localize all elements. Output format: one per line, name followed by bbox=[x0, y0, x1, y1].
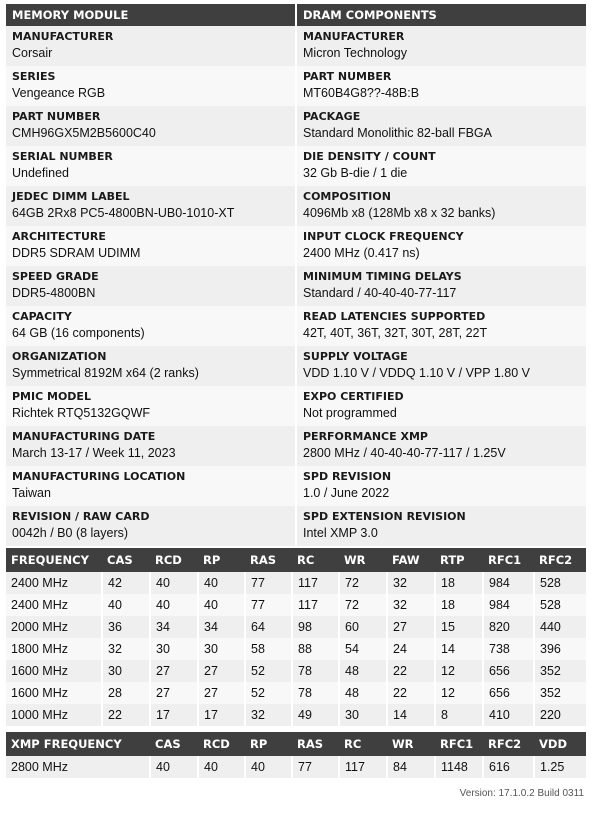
table-cell: 40 bbox=[150, 572, 198, 594]
info-row bbox=[6, 186, 586, 226]
table-cell: 984 bbox=[483, 594, 534, 616]
table-cell: 352 bbox=[534, 682, 586, 704]
field-label: SERIES bbox=[12, 70, 56, 83]
column-header: RTP bbox=[435, 548, 483, 572]
table-cell: 78 bbox=[292, 660, 339, 682]
field-value: CMH96GX5M2B5600C40 bbox=[12, 126, 156, 140]
info-row bbox=[6, 426, 586, 466]
dram-component-field bbox=[295, 346, 586, 386]
column-header: WR bbox=[339, 548, 387, 572]
table-cell: 410 bbox=[483, 704, 534, 726]
column-header: RFC2 bbox=[534, 548, 586, 572]
table-row bbox=[6, 594, 586, 616]
table-cell: 32 bbox=[387, 572, 435, 594]
field-value: MT60B4G8??-48B:B bbox=[303, 86, 420, 100]
section-headers bbox=[6, 4, 586, 26]
field-value: Undefined bbox=[12, 166, 69, 180]
column-header: FREQUENCY bbox=[6, 548, 102, 572]
dram-component-field bbox=[295, 306, 586, 346]
info-row bbox=[6, 146, 586, 186]
field-label: DIE DENSITY / COUNT bbox=[303, 150, 436, 163]
table-row bbox=[6, 682, 586, 704]
column-header: RFC1 bbox=[435, 732, 483, 756]
field-label: JEDEC DIMM LABEL bbox=[12, 190, 130, 203]
spd-report bbox=[6, 4, 586, 799]
table-cell: 58 bbox=[245, 638, 292, 660]
field-value: 2400 MHz (0.417 ns) bbox=[303, 246, 420, 260]
version-label: Version: 17.1.0.2 Build 0311 bbox=[459, 788, 584, 799]
column-header: RP bbox=[198, 548, 245, 572]
info-row bbox=[6, 66, 586, 106]
memory-module-field bbox=[6, 346, 295, 386]
table-cell: 40 bbox=[198, 756, 245, 778]
column-header: RCD bbox=[150, 548, 198, 572]
table-cell: 27 bbox=[198, 682, 245, 704]
field-label: MINIMUM TIMING DELAYS bbox=[303, 270, 462, 283]
table-cell: 27 bbox=[150, 660, 198, 682]
field-label: READ LATENCIES SUPPORTED bbox=[303, 310, 486, 323]
table-cell: 84 bbox=[387, 756, 435, 778]
field-label: PART NUMBER bbox=[12, 110, 101, 123]
info-row bbox=[6, 106, 586, 146]
table-cell: 616 bbox=[483, 756, 534, 778]
field-label: SUPPLY VOLTAGE bbox=[303, 350, 408, 363]
field-value: 4096Mb x8 (128Mb x8 x 32 banks) bbox=[303, 206, 496, 220]
column-header: RAS bbox=[245, 548, 292, 572]
column-header: CAS bbox=[102, 548, 150, 572]
field-value: DDR5-4800BN bbox=[12, 286, 96, 300]
table-cell: 22 bbox=[387, 682, 435, 704]
column-header: RCD bbox=[198, 732, 245, 756]
memory-module-field bbox=[6, 26, 295, 66]
table-cell: 77 bbox=[245, 572, 292, 594]
table-cell: 40 bbox=[150, 756, 198, 778]
field-label: SPEED GRADE bbox=[12, 270, 99, 283]
table-cell: 8 bbox=[435, 704, 483, 726]
field-label: COMPOSITION bbox=[303, 190, 391, 203]
table-cell: 22 bbox=[387, 660, 435, 682]
field-value: Standard / 40-40-40-77-117 bbox=[303, 286, 457, 300]
column-header: WR bbox=[387, 732, 435, 756]
table-cell: 30 bbox=[339, 704, 387, 726]
column-header: CAS bbox=[150, 732, 198, 756]
table-cell: 2400 MHz bbox=[6, 594, 102, 616]
memory-module-field bbox=[6, 226, 295, 266]
table-cell: 28 bbox=[102, 682, 150, 704]
dram-component-field bbox=[295, 466, 586, 506]
field-value: Standard Monolithic 82-ball FBGA bbox=[303, 126, 492, 140]
field-value: Not programmed bbox=[303, 406, 397, 420]
memory-module-field bbox=[6, 466, 295, 506]
info-grid bbox=[6, 26, 586, 546]
field-label: REVISION / RAW CARD bbox=[12, 510, 150, 523]
dram-component-field bbox=[295, 26, 586, 66]
field-label: PACKAGE bbox=[303, 110, 361, 123]
dram-component-field bbox=[295, 106, 586, 146]
table-cell: 77 bbox=[245, 594, 292, 616]
table-cell: 1600 MHz bbox=[6, 660, 102, 682]
table-cell: 52 bbox=[245, 660, 292, 682]
info-row bbox=[6, 306, 586, 346]
field-value: Vengeance RGB bbox=[12, 86, 106, 100]
field-label: MANUFACTURING DATE bbox=[12, 430, 156, 443]
table-cell: 17 bbox=[150, 704, 198, 726]
table-cell: 60 bbox=[339, 616, 387, 638]
table-cell: 30 bbox=[198, 638, 245, 660]
field-value: 2800 MHz / 40-40-40-77-117 / 1.25V bbox=[303, 446, 506, 460]
table-cell: 14 bbox=[387, 704, 435, 726]
table-cell: 528 bbox=[534, 594, 586, 616]
xmp-table bbox=[6, 732, 586, 778]
table-cell: 32 bbox=[102, 638, 150, 660]
field-value: 0042h / B0 (8 layers) bbox=[12, 526, 129, 540]
timings-table bbox=[6, 548, 586, 726]
field-label: SPD REVISION bbox=[303, 470, 392, 483]
dram-component-field bbox=[295, 266, 586, 306]
table-row bbox=[6, 616, 586, 638]
table-cell: 1.25 bbox=[534, 756, 586, 778]
table-cell: 22 bbox=[102, 704, 150, 726]
table-cell: 14 bbox=[435, 638, 483, 660]
table-cell: 88 bbox=[292, 638, 339, 660]
field-value: Micron Technology bbox=[303, 46, 407, 60]
table-cell: 77 bbox=[292, 756, 339, 778]
dram-component-field bbox=[295, 506, 586, 546]
field-value: Taiwan bbox=[12, 486, 51, 500]
field-value: Intel XMP 3.0 bbox=[303, 526, 378, 540]
table-cell: 2400 MHz bbox=[6, 572, 102, 594]
info-row bbox=[6, 266, 586, 306]
memory-module-field bbox=[6, 306, 295, 346]
dram-component-field bbox=[295, 226, 586, 266]
column-header: RC bbox=[339, 732, 387, 756]
table-cell: 36 bbox=[102, 616, 150, 638]
field-label: SPD EXTENSION REVISION bbox=[303, 510, 466, 523]
table-cell: 12 bbox=[435, 682, 483, 704]
table-row bbox=[6, 704, 586, 726]
memory-module-field bbox=[6, 506, 295, 546]
field-label: CAPACITY bbox=[12, 310, 72, 323]
table-cell: 40 bbox=[245, 756, 292, 778]
table-cell: 98 bbox=[292, 616, 339, 638]
table-cell: 72 bbox=[339, 572, 387, 594]
table-cell: 54 bbox=[339, 638, 387, 660]
field-value: Symmetrical 8192M x64 (2 ranks) bbox=[12, 366, 199, 380]
column-header: RFC1 bbox=[483, 548, 534, 572]
field-label: PMIC MODEL bbox=[12, 390, 91, 403]
table-cell: 1600 MHz bbox=[6, 682, 102, 704]
table-cell: 27 bbox=[387, 616, 435, 638]
table-cell: 42 bbox=[102, 572, 150, 594]
table-cell: 738 bbox=[483, 638, 534, 660]
table-cell: 352 bbox=[534, 660, 586, 682]
table-cell: 220 bbox=[534, 704, 586, 726]
field-value: 1.0 / June 2022 bbox=[303, 486, 390, 500]
table-cell: 48 bbox=[339, 682, 387, 704]
table-cell: 820 bbox=[483, 616, 534, 638]
field-value: VDD 1.10 V / VDDQ 1.10 V / VPP 1.80 V bbox=[303, 366, 530, 380]
field-label: MANUFACTURING LOCATION bbox=[12, 470, 186, 483]
table-cell: 117 bbox=[292, 594, 339, 616]
memory-module-field bbox=[6, 146, 295, 186]
table-cell: 656 bbox=[483, 682, 534, 704]
table-cell: 117 bbox=[292, 572, 339, 594]
memory-module-field bbox=[6, 386, 295, 426]
info-row bbox=[6, 506, 586, 546]
dram-component-field bbox=[295, 386, 586, 426]
memory-module-header: MEMORY MODULE bbox=[12, 8, 129, 22]
field-label: SERIAL NUMBER bbox=[12, 150, 113, 163]
dram-components-header: DRAM COMPONENTS bbox=[295, 4, 586, 26]
table-cell: 72 bbox=[339, 594, 387, 616]
info-row bbox=[6, 226, 586, 266]
field-label: ARCHITECTURE bbox=[12, 230, 106, 243]
field-value: March 13-17 / Week 11, 2023 bbox=[12, 446, 176, 460]
table-cell: 32 bbox=[245, 704, 292, 726]
table-row bbox=[6, 756, 586, 778]
table-cell: 27 bbox=[150, 682, 198, 704]
table-cell: 30 bbox=[150, 638, 198, 660]
info-row bbox=[6, 386, 586, 426]
column-header: VDD bbox=[534, 732, 586, 756]
field-label: MANUFACTURER bbox=[303, 30, 405, 43]
field-label: MANUFACTURER bbox=[12, 30, 114, 43]
table-row bbox=[6, 660, 586, 682]
table-cell: 34 bbox=[198, 616, 245, 638]
table-cell: 2800 MHz bbox=[6, 756, 150, 778]
table-cell: 49 bbox=[292, 704, 339, 726]
memory-module-field bbox=[6, 266, 295, 306]
field-value: DDR5 SDRAM UDIMM bbox=[12, 246, 141, 260]
table-cell: 64 bbox=[245, 616, 292, 638]
table-cell: 17 bbox=[198, 704, 245, 726]
table-cell: 15 bbox=[435, 616, 483, 638]
table-cell: 32 bbox=[387, 594, 435, 616]
field-value: Richtek RTQ5132GQWF bbox=[12, 406, 151, 420]
dram-component-field bbox=[295, 186, 586, 226]
dram-component-field bbox=[295, 66, 586, 106]
table-cell: 40 bbox=[198, 594, 245, 616]
table-cell: 78 bbox=[292, 682, 339, 704]
info-row bbox=[6, 346, 586, 386]
column-header: RFC2 bbox=[483, 732, 534, 756]
info-row bbox=[6, 466, 586, 506]
table-cell: 30 bbox=[102, 660, 150, 682]
table-cell: 52 bbox=[245, 682, 292, 704]
table-cell: 40 bbox=[198, 572, 245, 594]
table-cell: 2000 MHz bbox=[6, 616, 102, 638]
table-cell: 656 bbox=[483, 660, 534, 682]
field-value: Corsair bbox=[12, 46, 53, 60]
table-row bbox=[6, 572, 586, 594]
table-cell: 528 bbox=[534, 572, 586, 594]
field-label: EXPO CERTIFIED bbox=[303, 390, 404, 403]
table-cell: 117 bbox=[339, 756, 387, 778]
table-cell: 34 bbox=[150, 616, 198, 638]
table-cell: 40 bbox=[150, 594, 198, 616]
field-label: PART NUMBER bbox=[303, 70, 392, 83]
column-header: RP bbox=[245, 732, 292, 756]
memory-module-field bbox=[6, 66, 295, 106]
field-label: INPUT CLOCK FREQUENCY bbox=[303, 230, 464, 243]
field-value: 42T, 40T, 36T, 32T, 30T, 28T, 22T bbox=[303, 326, 488, 340]
memory-module-field bbox=[6, 426, 295, 466]
table-cell: 396 bbox=[534, 638, 586, 660]
table-cell: 40 bbox=[102, 594, 150, 616]
column-header: RAS bbox=[292, 732, 339, 756]
table-cell: 18 bbox=[435, 594, 483, 616]
dram-component-field bbox=[295, 426, 586, 466]
table-cell: 1000 MHz bbox=[6, 704, 102, 726]
table-cell: 1800 MHz bbox=[6, 638, 102, 660]
field-value: 64 GB (16 components) bbox=[12, 326, 145, 340]
table-cell: 984 bbox=[483, 572, 534, 594]
table-cell: 1148 bbox=[435, 756, 483, 778]
field-label: ORGANIZATION bbox=[12, 350, 107, 363]
table-cell: 24 bbox=[387, 638, 435, 660]
memory-module-field bbox=[6, 186, 295, 226]
dram-component-field bbox=[295, 146, 586, 186]
table-cell: 18 bbox=[435, 572, 483, 594]
column-header: XMP FREQUENCY bbox=[6, 732, 150, 756]
column-header: RC bbox=[292, 548, 339, 572]
field-value: 64GB 2Rx8 PC5-4800BN-UB0-1010-XT bbox=[12, 206, 235, 220]
info-row bbox=[6, 26, 586, 66]
field-value: 32 Gb B-die / 1 die bbox=[303, 166, 408, 180]
column-header: FAW bbox=[387, 548, 435, 572]
field-label: PERFORMANCE XMP bbox=[303, 430, 428, 443]
table-cell: 440 bbox=[534, 616, 586, 638]
table-cell: 27 bbox=[198, 660, 245, 682]
table-row bbox=[6, 638, 586, 660]
table-cell: 48 bbox=[339, 660, 387, 682]
memory-module-field bbox=[6, 106, 295, 146]
table-cell: 12 bbox=[435, 660, 483, 682]
